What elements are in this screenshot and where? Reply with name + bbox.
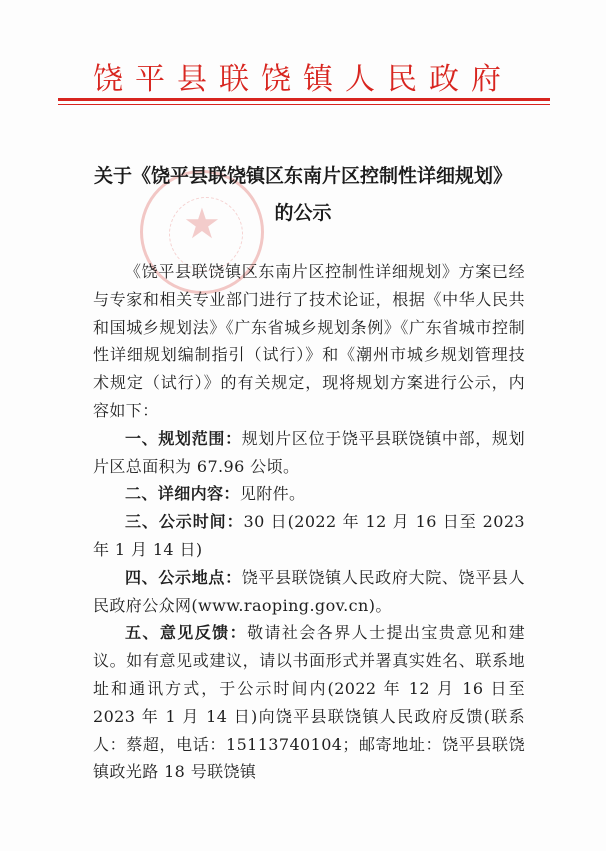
section-details-label: 二、详细内容： [125, 484, 240, 504]
section-period-label: 三、公示时间： [125, 512, 244, 532]
document-title-line-2: 的公示 [274, 202, 332, 224]
section-scope [93, 425, 525, 481]
intro-paragraph: 《饶平县联饶镇区东南片区控制性详细规划》方案已经与专家和相关专业部门进行了技术论证，根据《中华人民共和国城乡规划法》《广东省城乡规划条例》《广东省城市控制性详细规划编制指引（试行）》和《潮州市城乡规划管理技术规定（试行）》的有关规定，现将规划方案进行公示，内容如下： [93, 262, 525, 420]
section-period [93, 508, 525, 564]
seal-star-icon: ★ [183, 199, 221, 248]
section-period-text: 30 日(2022 年 12 月 16 日至 2023 年 1 月 14 日) [93, 512, 525, 559]
document-title-line-1: 关于《饶平县联饶镇区东南片区控制性详细规划》 [93, 165, 512, 187]
section-scope-label: 一、规划范围： [125, 428, 242, 448]
section-feedback-label: 五、意见反馈： [125, 623, 248, 643]
section-scope-text: 规划片区位于饶平县联饶镇中部，规划片区总面积为 67.96 公顷。 [93, 428, 525, 476]
section-feedback-text: 敬请社会各界人士提出宝贵意见和建议。如有意见或建议，请以书面形式并署真实姓名、联系地址和通讯方式，于公示时间内(2022 年 12 月 16 日至 2023 年 1 月 14 日)向饶平县联饶镇人民政府反馈(联系人：蔡超，电话：15113740104；邮寄地址：饶平县联饶镇政光路 18 号联饶镇 [93, 623, 525, 782]
section-details [93, 480, 525, 508]
section-location-label: 四、公示地点： [125, 567, 242, 587]
section-details-text: 见附件。 [239, 484, 306, 504]
document-body [93, 258, 525, 786]
section-location-text: 饶平县联饶镇人民政府大院、饶平县人民政府公众网(www.raoping.gov.cn)。 [93, 567, 525, 615]
header-red-rule-thin [58, 104, 550, 105]
header-red-rule-thick [58, 98, 550, 101]
section-location [93, 564, 525, 620]
issuing-authority-header: 饶平县联饶镇人民政府 [93, 62, 513, 97]
document-title [60, 158, 546, 232]
section-feedback [93, 619, 525, 786]
